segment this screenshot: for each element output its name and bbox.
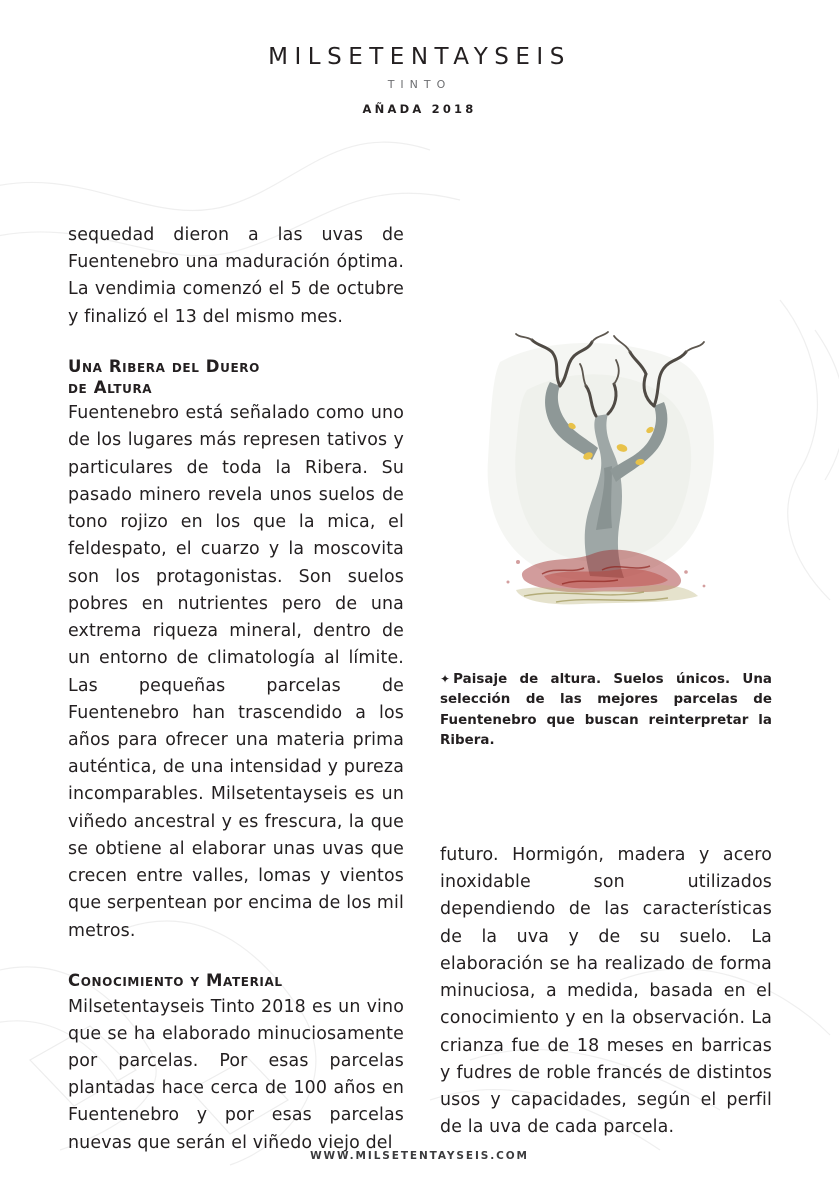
intro-paragraph: sequedad dieron a las uvas de Fuentenebro una maduración óptima. La vendimia comenzó el 5 de octubre y finalizó el 13 del mismo mes. (68, 225, 404, 327)
caption-text: Paisaje de altura. Suelos únicos. Una selección de las mejores parcelas de Fuentenebro que buscan reinterpretar la Ribera. (440, 672, 772, 749)
brand-title: MILSETENTAYSEIS (268, 44, 571, 70)
footer-website[interactable]: WWW.MILSETENTAYSEIS.COM (310, 1150, 529, 1162)
left-column (68, 222, 404, 1157)
right-paragraph: futuro. Hormigón, madera y acero inoxidable son utilizados dependiendo de las características de la uva y de su suelo. La elaboración se ha realizado de forma minuciosa, a medida, basada en el conocimiento y en la observación. La crianza fue de 18 meses en barricas y fudres de roble francés de distintos usos y capacidades, según el perfil de la uva de cada parcela. (440, 845, 772, 1138)
section-paragraph-conocimiento: Milsetentayseis Tinto 2018 es un vino que se ha elaborado minuciosamente por parcelas. Por esas parcelas plantadas hace cerca de 100 años en Fuentenebro y por esas parcelas nuevas que serán el viñedo viejo del (68, 996, 404, 1153)
document-header (0, 46, 839, 116)
vintage-label: AÑADA 2018 (362, 102, 477, 116)
old-vine-watercolor-illustration (472, 330, 742, 610)
caption-bullet-icon: ✦ (440, 672, 451, 686)
section-title-line-1: Una Ribera del Duero (68, 356, 260, 376)
section-title-ribera (68, 357, 404, 398)
section-title-conocimiento: Conocimiento y Material (68, 970, 283, 990)
illustration-caption (440, 670, 772, 752)
section-paragraph-ribera: Fuentenebro está señalado como uno de los lugares más represen tativos y particulares de toda la Ribera. Su pasado minero revela unos suelos de tono rojizo en los que la mica, el feldespato, el cuarzo y la moscovita son los protagonistas. Son suelos pobres en nutrientes pero de una extrema riqueza mineral, dentro de un entorno de climatología al límite. Las pequeñas parcelas de Fuentenebro han trascendido a los años para ofrecer una materia prima auténtica, de una intensidad y pureza incomparables. Milsetentayseis es un viñedo ancestral y es frescura, la que se obtiene al elaborar unas uvas que crecen entre valles, lomas y vientos que serpentean por encima de los mil metros. (68, 403, 404, 941)
right-column-lower (440, 842, 772, 1142)
section-title-line-2: de Altura (68, 377, 153, 397)
brand-subtitle: TINTO (387, 78, 452, 91)
